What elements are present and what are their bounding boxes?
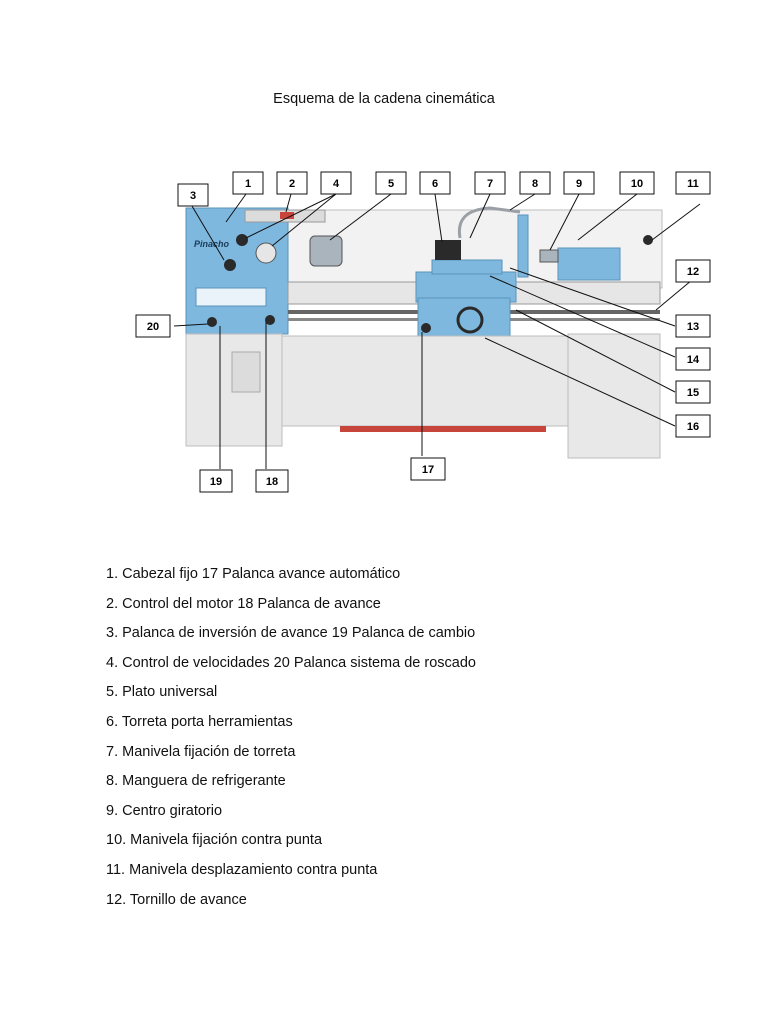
svg-text:7: 7 <box>486 178 494 190</box>
svg-text:4: 4 <box>332 178 340 190</box>
knob-20 <box>207 317 217 327</box>
callout-11 <box>676 172 710 194</box>
callout-4 <box>321 172 351 194</box>
vent-grille <box>232 352 260 392</box>
legend-item: 1. Cabezal fijo 17 Palanca avance automático <box>106 566 401 582</box>
callout-19 <box>200 470 232 492</box>
speed-dial <box>256 243 276 263</box>
svg-text:11: 11 <box>687 178 699 190</box>
legend-item: 11. Manivela desplazamiento contra punta <box>106 861 378 878</box>
tailstock <box>558 248 620 280</box>
legend-item: 2. Control del motor 18 Palanca de avance <box>106 595 381 612</box>
coolant-tray <box>340 426 546 432</box>
callout-1 <box>233 172 263 194</box>
svg-text:5: 5 <box>387 178 395 190</box>
tailstock-handwheel <box>643 235 653 245</box>
svg-text:20: 20 <box>146 321 160 333</box>
legend-item: 8. Manguera de refrigerante <box>106 773 286 790</box>
svg-text:6: 6 <box>431 178 439 190</box>
svg-text:2: 2 <box>288 178 296 190</box>
callout-13 <box>676 315 710 337</box>
tailstock-quill <box>540 250 558 262</box>
knob-4 <box>236 234 248 246</box>
legend-item: 5. Plato universal <box>106 684 218 701</box>
base-middle <box>282 336 568 426</box>
cross-slide <box>432 260 502 274</box>
svg-text:14: 14 <box>686 354 700 366</box>
page-title: Esquema de la cadena cinemática <box>273 91 495 107</box>
callout-12 <box>676 260 710 282</box>
callout-17 <box>411 458 445 480</box>
svg-text:8: 8 <box>531 178 539 190</box>
tool-post <box>435 240 461 260</box>
svg-text:12: 12 <box>686 266 700 278</box>
callout-6 <box>420 172 450 194</box>
legend-item: 9. Centro giratorio <box>106 802 223 819</box>
legend-item: 12. Tornillo de avance <box>106 891 247 908</box>
knob-3 <box>224 259 236 271</box>
callout-3 <box>178 184 208 206</box>
svg-text:17: 17 <box>421 464 435 476</box>
callout-2 <box>277 172 307 194</box>
machine-brand: Pinacho <box>194 239 230 249</box>
callout-20 <box>136 315 170 337</box>
callout-7 <box>475 172 505 194</box>
legend-item: 3. Palanca de inversión de avance 19 Palanca de cambio <box>106 625 476 642</box>
base-right <box>568 334 660 458</box>
callout-9 <box>564 172 594 194</box>
callout-8 <box>520 172 550 194</box>
legend-item: 4. Control de velocidades 20 Palanca sistema de roscado <box>106 654 476 671</box>
callout-16 <box>676 415 710 437</box>
callout-18 <box>256 470 288 492</box>
legend-item: 10. Manivela fijación contra punta <box>106 832 323 849</box>
callout-15 <box>676 381 710 403</box>
svg-text:1: 1 <box>244 178 252 190</box>
svg-text:18: 18 <box>265 476 279 488</box>
lathe-diagram <box>120 160 720 500</box>
svg-text:13: 13 <box>686 321 700 333</box>
legend-item: 6. Torreta porta herramientas <box>106 713 293 730</box>
callout-14 <box>676 348 710 370</box>
chuck <box>310 236 342 266</box>
svg-text:15: 15 <box>686 387 700 399</box>
svg-text:3: 3 <box>189 190 197 202</box>
apron-lever <box>421 323 431 333</box>
svg-text:10: 10 <box>630 178 644 190</box>
coolant-pipe <box>518 215 528 277</box>
legend-list <box>106 560 476 915</box>
svg-text:16: 16 <box>686 421 700 433</box>
headstock <box>186 208 288 334</box>
callout-10 <box>620 172 654 194</box>
gear-chart <box>196 288 266 306</box>
legend-item: 7. Manivela fijación de torreta <box>106 743 296 760</box>
svg-text:19: 19 <box>209 476 223 488</box>
callout-5 <box>376 172 406 194</box>
svg-text:9: 9 <box>575 178 583 190</box>
